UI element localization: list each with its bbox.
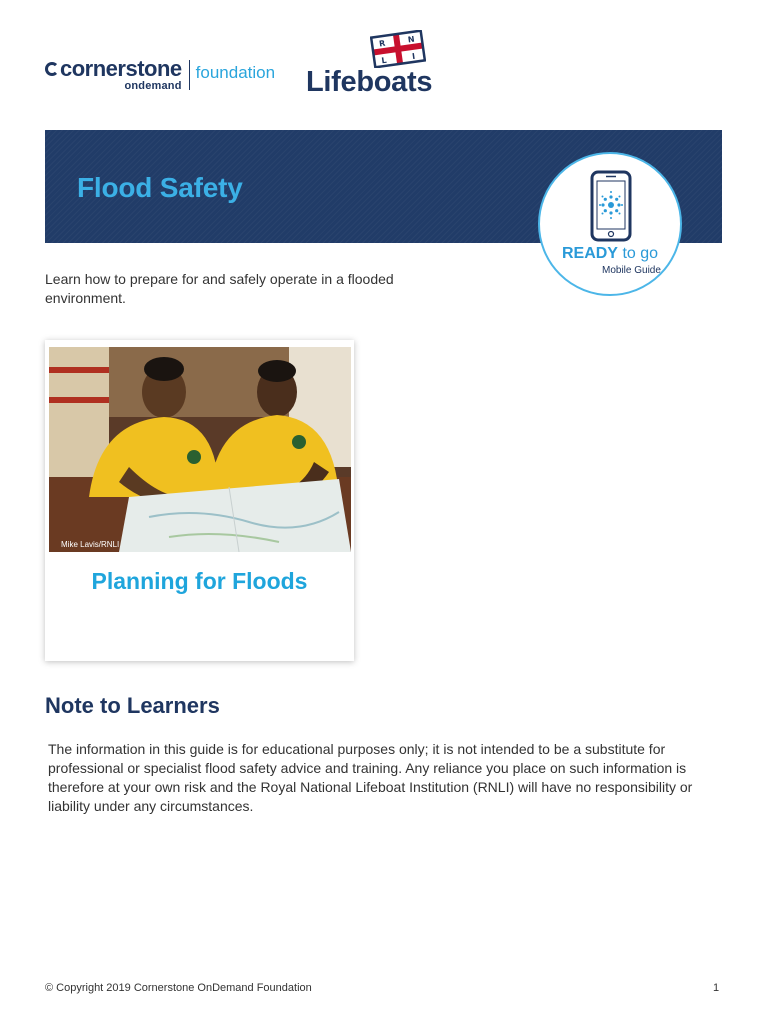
cornerstone-ondemand: ondemand [124,80,182,92]
ready-to-go-badge [538,152,682,296]
note-heading: Note to Learners [45,693,220,718]
lifeboats-wordmark: Lifeboats [306,66,433,98]
logo-divider [189,60,190,90]
page-number: 1 [713,982,720,994]
ready-word: READY [561,245,618,262]
to-go-word: to go [622,245,659,262]
ready-to-go-label [540,245,680,263]
cornerstone-name: cornerstone [60,56,182,81]
smartphone-icon [590,170,632,242]
card-title[interactable]: Planning for Floods [91,568,308,594]
rnli-lifeboats-logo [306,30,433,98]
note-body: The information in this guide is for educational purposes only; it is not intended to be a substitute for professional or specialist flood safety advice and training. Any reliance you place on such information is therefore at your own risk and the Royal National Lifeboat Institution (RNLI) will have no responsibility or liability under any circumstances. [48,741,693,814]
lifeguards-map-photo [49,347,351,552]
flag-letter-n: N [407,34,416,45]
card-photo [49,347,351,552]
cornerstone-foundation-logo [45,58,275,94]
flag-letter-r: R [378,38,386,49]
mobile-guide-label: Mobile Guide [602,265,661,276]
intro-text: Learn how to prepare for and safely operate in a flooded environment. [45,271,394,306]
cornerstone-ring-icon [45,62,59,76]
planning-for-floods-card[interactable] [45,340,354,661]
cornerstone-foundation-word: foundation [195,63,276,82]
cornerstone-wordmark [45,58,182,92]
footer-copyright: © Copyright 2019 Cornerstone OnDemand Foundation [45,982,312,994]
page-title: Flood Safety [77,172,243,203]
photo-credit: Mike Lavis/RNLI [61,540,120,549]
flag-letter-l: L [380,55,388,66]
flag-letter-i: I [411,51,416,62]
rnli-flag-icon [370,30,426,68]
